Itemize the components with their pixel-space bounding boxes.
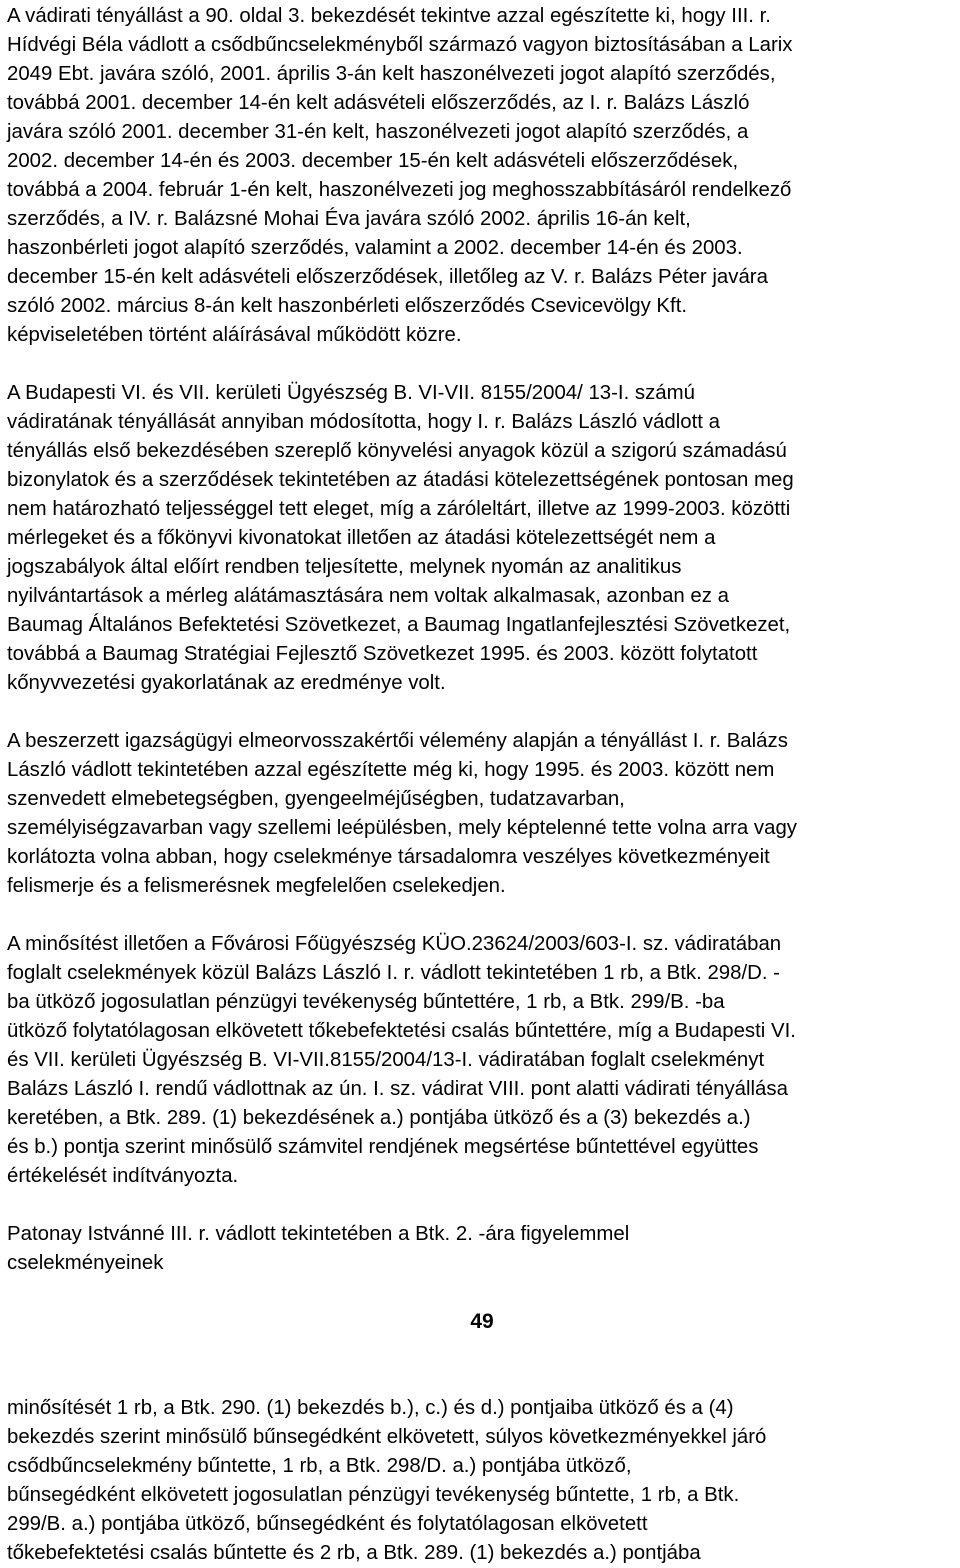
paragraph-gap (7, 1365, 957, 1394)
text-line: felismerje és a felismerésnek megfelelően cselekedjen. (7, 875, 506, 897)
text-line: értékelését indítványozta. (7, 1165, 239, 1187)
text-line: cselekményeinek (7, 1252, 164, 1274)
text-line: foglalt cselekmények közül Balázs László I. r. vádlott tekintetében 1 rb, a Btk. 298/D. - (7, 962, 780, 984)
text-line: Balázs László I. rendű vádlottnak az ún. I. sz. vádirat VIII. pont alatti vádirati tényállása (7, 1078, 788, 1100)
text-line: A beszerzett igazságügyi elmeorvosszakértői vélemény alapján a tényállást I. r. Balázs (7, 730, 788, 752)
text-line: tőkebefektetési csalás bűntette és 2 rb, a Btk. 289. (1) bekezdés a.) pontjába (7, 1542, 701, 1564)
text-line: László vádlott tekintetében azzal egészítette még ki, hogy 1995. és 2003. között nem (7, 759, 775, 781)
text-line: személyiségzavarban vagy szellemi leépülésben, mely képtelenné tette volna arra vagy (7, 817, 797, 839)
text-line: szenvedett elmebetegségben, gyengeelméjűségben, tudatzavarban, (7, 788, 625, 810)
text-line: bűnsegédként elkövetett jogosulatlan pénzügyi tevékenység bűntette, 1 rb, a Btk. (7, 1484, 740, 1506)
text-line: tényállás első bekezdésében szereplő könyvelési anyagok közül a szigorú számadású (7, 440, 787, 462)
text-line: és b.) pontja szerint minősülő számvitel rendjének megsértése bűntettével együttes (7, 1136, 759, 1158)
text-line: keretében, a Btk. 289. (1) bekezdésének a.) pontjába ütköző és a (3) bekezdés a.) (7, 1107, 751, 1129)
text-line: kőnyvvezetési gyakorlatának az eredménye volt. (7, 672, 446, 694)
text-line: továbbá a 2004. február 1-én kelt, haszonélvezeti jog meghosszabbításáról rendelkező (7, 179, 792, 201)
text-line: ütköző folytatólagosan elkövetett tőkebefektetési csalás bűntettére, míg a Budapesti VI. (7, 1020, 796, 1042)
text-line: és VII. kerületi Ügyészség B. VI-VII.8155/2004/13-I. vádiratában foglalt cselekményt (7, 1049, 765, 1071)
page-number: 49 (470, 1310, 494, 1333)
text-line: 2049 Ebt. javára szóló, 2001. április 3-án kelt haszonélvezeti jogot alapító szerződés, (7, 63, 776, 85)
text-line: szerződés, a IV. r. Balázsné Mohai Éva javára szóló 2002. április 16-án kelt, (7, 208, 691, 230)
paragraph-2 (7, 379, 957, 698)
paragraph-6 (7, 1394, 957, 1568)
text-line: minősítését 1 rb, a Btk. 290. (1) bekezdés b.), c.) és d.) pontjaiba ütköző és a (4) (7, 1397, 734, 1419)
text-line: 2002. december 14-én és 2003. december 15-én kelt adásvételi előszerződések, (7, 150, 739, 172)
text-line: korlátozta volna abban, hogy cselekménye társadalomra veszélyes következményeit (7, 846, 770, 868)
text-line: 299/B. a.) pontjába ütköző, bűnsegédként és folytatólagosan elkövetett (7, 1513, 648, 1535)
paragraph-gap (7, 901, 957, 930)
paragraph-1 (7, 2, 957, 350)
document-page (7, 2, 957, 1568)
text-line: továbbá a Baumag Stratégiai Fejlesztő Szövetkezet 1995. és 2003. között folytatott (7, 643, 758, 665)
text-line: Patonay Istvánné III. r. vádlott tekintetében a Btk. 2. -ára figyelemmel (7, 1223, 630, 1245)
text-line: haszonbérleti jogot alapító szerződés, valamint a 2002. december 14-én és 2003. (7, 237, 743, 259)
text-line: jogszabályok által előírt rendben teljesítette, melynek nyomán az analitikus (7, 556, 682, 578)
paragraph-5 (7, 1220, 957, 1278)
text-line: továbbá 2001. december 14-én kelt adásvételi előszerződés, az I. r. Balázs László (7, 92, 750, 114)
text-line: mérlegeket és a főkönyvi kivonatokat illetően az átadási kötelezettségét nem a (7, 527, 716, 549)
paragraph-3 (7, 727, 957, 901)
text-line: ba ütköző jogosulatlan pénzügyi tevékenység bűntettére, 1 rb, a Btk. 299/B. -ba (7, 991, 725, 1013)
text-line: A Budapesti VI. és VII. kerületi Ügyészség B. VI-VII. 8155/2004/ 13-I. számú (7, 382, 695, 404)
paragraph-gap (7, 698, 957, 727)
text-line: szóló 2002. március 8-án kelt haszonbérleti előszerződés Csevicevölgy Kft. (7, 295, 688, 317)
text-line: nem határozható teljességgel tett eleget, míg a záróleltárt, illetve az 1999-2003. közötti (7, 498, 791, 520)
text-line: bekezdés szerint minősülő bűnsegédként elkövetett, súlyos következményekkel járó (7, 1426, 767, 1448)
text-line: Hídvégi Béla vádlott a csődbűncselekményből származó vagyon biztosításában a Larix (7, 34, 793, 56)
text-line: vádiratának tényállását annyiban módosította, hogy I. r. Balázs László vádlott a (7, 411, 720, 433)
text-line: A minősítést illetően a Fővárosi Főügyészség KÜO.23624/2003/603-I. sz. vádiratában (7, 933, 782, 955)
text-line: csődbűncselekmény bűntette, 1 rb, a Btk. 298/D. a.) pontjába ütköző, (7, 1455, 632, 1477)
text-line: A vádirati tényállást a 90. oldal 3. bekezdését tekintve azzal egészítette ki, hogy III. r. (7, 5, 771, 27)
text-line: képviseletében történt aláírásával működött közre. (7, 324, 462, 346)
paragraph-gap (7, 350, 957, 379)
text-line: Baumag Általános Befektetési Szövetkezet, a Baumag Ingatlanfejlesztési Szövetkezet, (7, 614, 791, 636)
paragraph-gap (7, 1336, 957, 1365)
text-line: nyilvántartások a mérleg alátámasztására nem voltak alkalmasak, azonban ez a (7, 585, 729, 607)
text-line: december 15-én kelt adásvételi előszerződések, illetőleg az V. r. Balázs Péter javára (7, 266, 768, 288)
paragraph-gap (7, 1191, 957, 1220)
text-line: bizonylatok és a szerződések tekintetében az átadási kötelezettségének pontosan meg (7, 469, 794, 491)
paragraph-4 (7, 930, 957, 1191)
text-line: javára szóló 2001. december 31-én kelt, haszonélvezeti jogot alapító szerződés, a (7, 121, 749, 143)
